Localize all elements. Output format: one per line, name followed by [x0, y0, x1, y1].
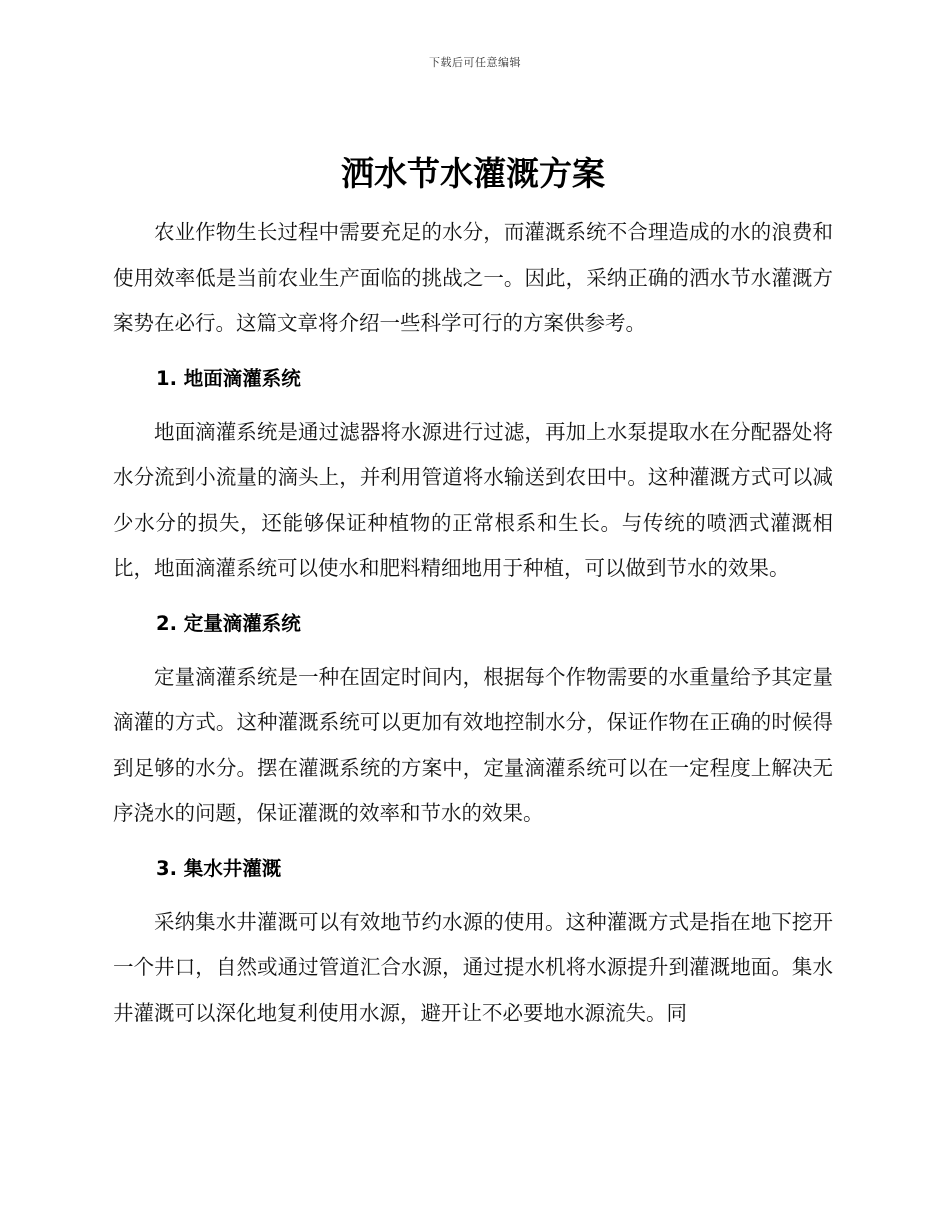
intro-paragraph: 农业作物生长过程中需要充足的水分，而灌溉系统不合理造成的水的浪费和使用效率低是当前农业生产面临的挑战之一。因此，采纳正确的洒水节水灌溉方案势在必行。这篇文章将介绍一些科学可行的方案供参考。: [113, 220, 833, 335]
header-note: 下载后可任意编辑: [429, 56, 521, 69]
section-heading-3: 3. 集水井灌溉: [156, 856, 282, 880]
section-body-2: 定量滴灌系统是一种在固定时间内，根据每个作物需要的水重量给予其定量滴灌的方式。这种灌溉系统可以更加有效地控制水分，保证作物在正确的时候得到足够的水分。摆在灌溉系统的方案中，定量滴灌系统可以在一定程度上解决无序浇水的问题，保证灌溉的效率和节水的效果。: [113, 664, 833, 825]
section-heading-2: 2. 定量滴灌系统: [156, 611, 301, 635]
document-title: 洒水节水灌溉方案: [341, 154, 605, 193]
section-heading-1: 1. 地面滴灌系统: [156, 366, 301, 390]
section-body-1: 地面滴灌系统是通过滤器将水源进行过滤，再加上水泵提取水在分配器处将水分流到小流量的滴头上，并利用管道将水输送到农田中。这种灌溉方式可以减少水分的损失，还能够保证种植物的正常根系和生长。与传统的喷洒式灌溉相比，地面滴灌系统可以使水和肥料精细地用于种植，可以做到节水的效果。: [113, 419, 833, 580]
document-content: [113, 148, 833, 1036]
section-body-3: 采纳集水井灌溉可以有效地节约水源的使用。这种灌溉方式是指在地下挖开一个井口，自然或通过管道汇合水源，通过提水机将水源提升到灌溉地面。集水井灌溉可以深化地复利使用水源，避开让不必要地水源流失。同: [113, 909, 833, 1025]
